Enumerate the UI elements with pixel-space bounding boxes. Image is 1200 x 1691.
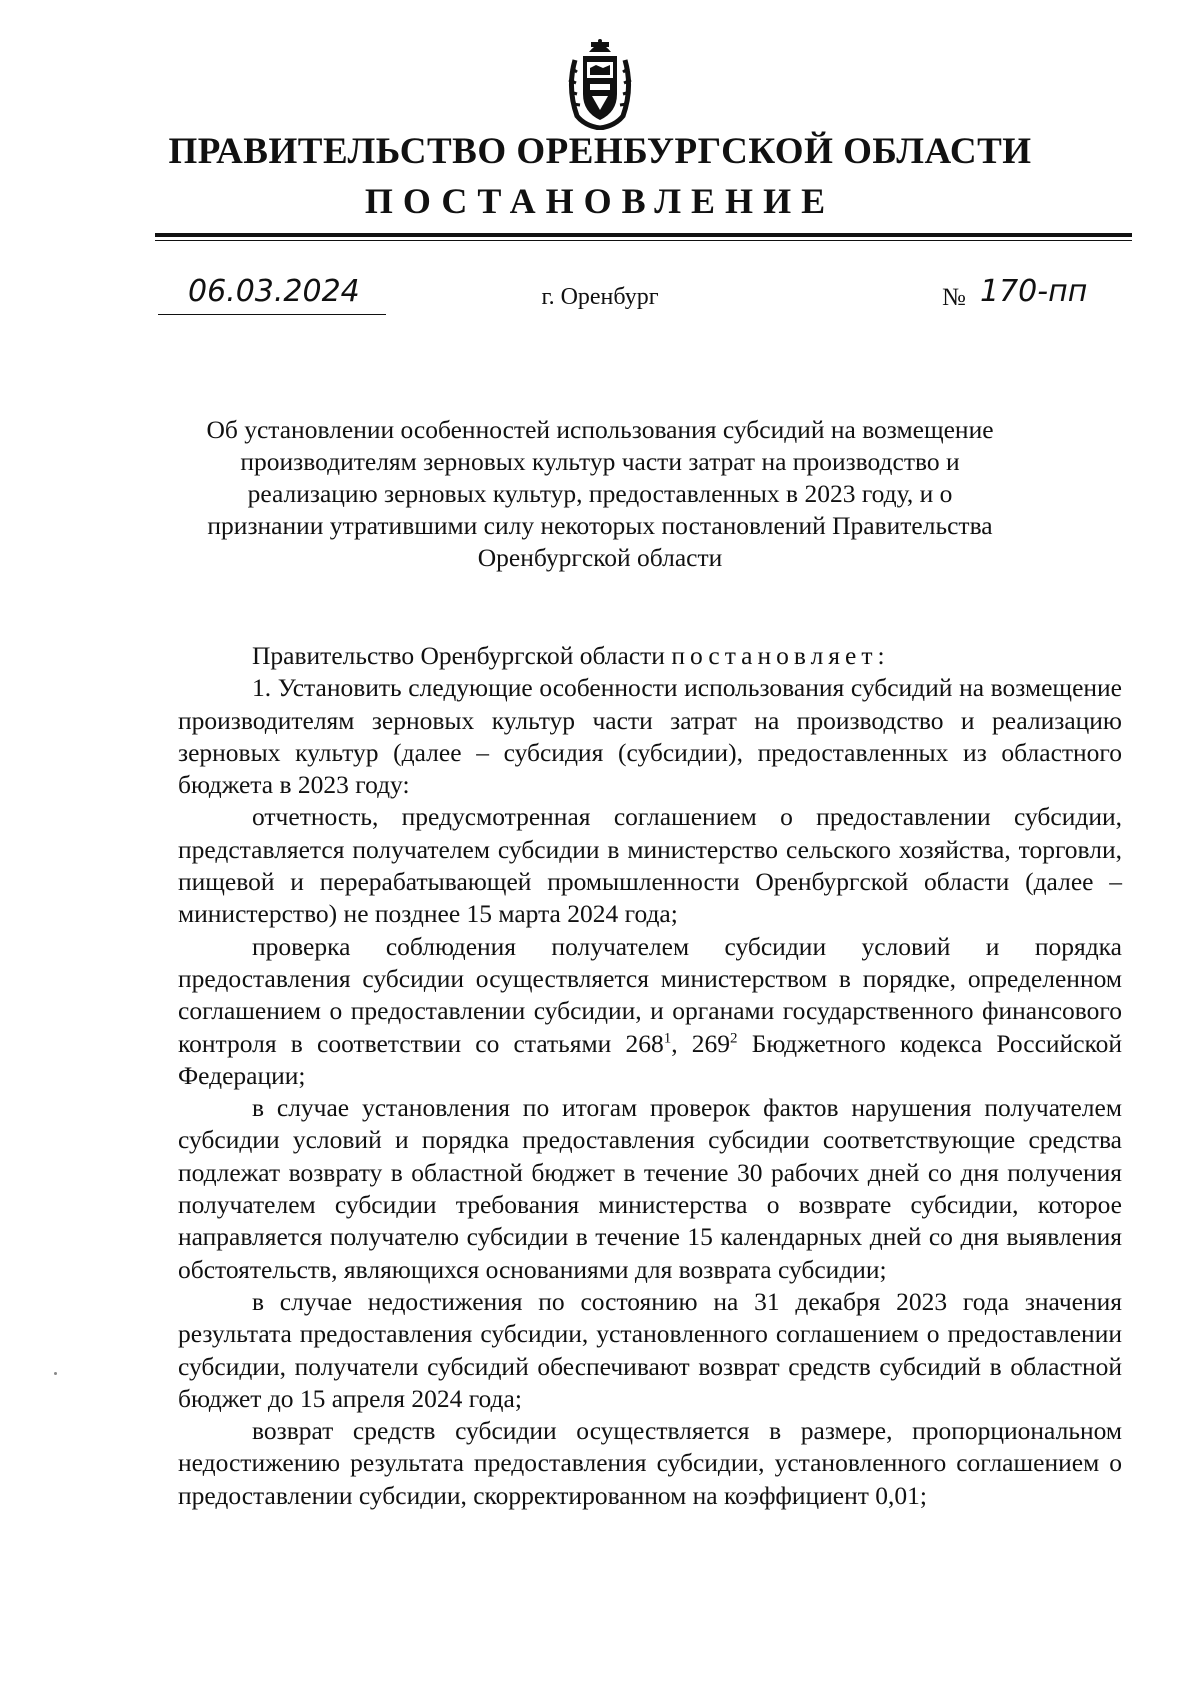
document-body xyxy=(178,640,1122,1512)
number-sign: № xyxy=(942,284,966,311)
header-rule-thin xyxy=(155,240,1132,241)
superscript-2: 2 xyxy=(730,1030,738,1047)
handwritten-date: 06.03.2024 xyxy=(188,274,360,309)
scan-margin-mark xyxy=(54,1372,57,1375)
document-type-title: ПОСТАНОВЛЕНИЕ xyxy=(364,181,836,221)
paragraph-5: в случае недостижения по состоянию на 31 декабря 2023 года значения результата предоставления субсидии, установленного соглашением о предоставлении субсидии, получатели субсидий обеспечивают возврат средств субсидий в областной бюджет до 15 апреля 2024 года; xyxy=(178,1286,1122,1413)
header-rule-thick xyxy=(155,233,1132,237)
superscript-1: 1 xyxy=(663,1030,672,1047)
paragraph-4: в случае установления по итогам проверок фактов нарушения получателем субсидии условий и порядка предоставления субсидии соответствующие средства подлежат возврату в областной бюджет в течение 30 рабочих дней со дня получения получателем субсидии требования министерства о возврате субсидии, которое направляется получателю субсидии в течение 15 календарных дней со дня выявления обстоятельств, являющихся основаниями для возврата субсидии; xyxy=(178,1093,1122,1284)
paragraph-6: возврат средств субсидии осуществляется в размере, пропорциональном недостижению результата предоставления субсидии, установленного соглашением о предоставлении субсидии, скорректированном на коэффициент 0,01; xyxy=(178,1416,1122,1510)
organization-title: ПРАВИТЕЛЬСТВО ОРЕНБУРГСКОЙ ОБЛАСТИ xyxy=(168,131,1032,172)
paragraph-3 xyxy=(178,931,1122,1092)
preamble xyxy=(178,640,1122,672)
handwritten-number: 170-пп xyxy=(980,274,1088,309)
preamble-subject: Правительство Оренбургской области xyxy=(252,641,665,670)
coat-of-arms-emblem xyxy=(563,38,637,130)
paragraph-3-text-c: Бюджетного кодекса Российской Федерации; xyxy=(178,1028,1123,1090)
paragraph-1: 1. Установить следующие особенности использования субсидий на возмещение производителям зерновых культур части затрат на производство и реализацию зерновых культур (далее – субсидия (субсидии), предоставленных из областного бюджета в 2023 году: xyxy=(178,673,1122,800)
paragraph-3-text-a: проверка соблюдения получателем субсидии условий и порядка предоставления субсидии осуществляется министерством в порядке, определенном соглашением о предоставлении субсидии, и органами государственного финансового контроля в соответствии со статьями 268 xyxy=(178,931,1122,1058)
paragraph-3-text-b: , 269 xyxy=(671,1028,731,1058)
city-label: г. Оренбург xyxy=(541,284,659,310)
document-heading: Об установлении особенностей использования субсидий на возмещение производителям зерновых культур части затрат на производство и реализацию зерновых культур, предоставленных в 2023 году, и о признании утратившими силу некоторых постановлений Правительства Оренбургской области xyxy=(206,415,994,572)
document-number-field xyxy=(942,274,1132,314)
paragraph-2: отчетность, предусмотренная соглашением о предоставлении субсидии, представляется получателем субсидии в министерство сельского хозяйства, торговли, пищевой и перерабатывающей промышленности Оренбургской области (далее – министерство) не позднее 15 марта 2024 года; xyxy=(178,802,1122,929)
preamble-verb: постановляет: xyxy=(671,641,890,670)
